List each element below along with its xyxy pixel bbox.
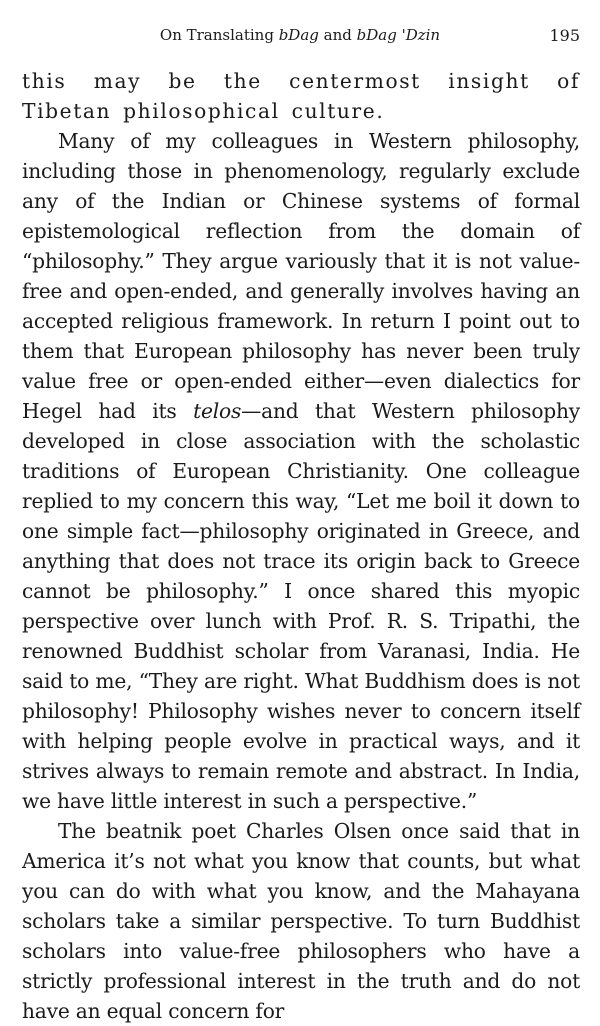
running-title-conjunction: and [318,26,357,44]
page-header [0,26,600,50]
running-title-term-bdag-dzin: bDag 'Dzin [356,26,441,44]
paragraph-beatnik-poet: The beatnik poet Charles Olsen once said that in America it’s not what you know that counts, but what you can do with what you know, and the Mahayana scholars take a similar perspective. To turn Buddhist scholars into value-free philosophers who have a strictly professional interest in the truth and do not have an equal concern for [22,819,580,1023]
page-number: 195 [549,26,580,45]
running-title [0,26,600,44]
paragraph-part-after-telos: —and that Western philosophy developed in close association with the scholastic traditions of European Christianity. One colleague replied to my concern this way, “Let me boil it down to one simple fact—philosophy originated in Greece, and anything that does not trace its origin back to Greece cannot be philosophy.” I once shared this myopic perspective over lunch with Prof. R. S. Tripathi, the renowned Buddhist scholar from Varanasi, India. He said to me, “They are right. What Buddhism does is not philosophy! Philosophy wishes never to concern itself with helping people evolve in practical ways, and it strives always to remain remote and abstract. In India, we have little interest in such a perspective.” [22,399,581,813]
paragraph-continuation: this may be the centermost insight of Tibetan philosophical culture. [22,69,580,123]
italic-term-telos: telos [193,399,242,423]
paragraph-part-before-telos: Many of my colleagues in Western philosophy, including those in phenomenology, regularly exclude any of the Indian or Chinese systems of formal epistemological reflection from the domain of “philosophy.” They argue variously that it is not value-free and open-ended, and generally involves having an accepted religious framework. In return I point out to them that European philosophy has never been truly value free or open-ended either—even dialectics for Hegel had its [22,129,580,423]
running-title-term-bdag: bDag [278,26,319,44]
running-title-prefix: On Translating [159,26,279,44]
body-text [22,66,580,1026]
paragraph-western-philosophy [22,126,580,816]
